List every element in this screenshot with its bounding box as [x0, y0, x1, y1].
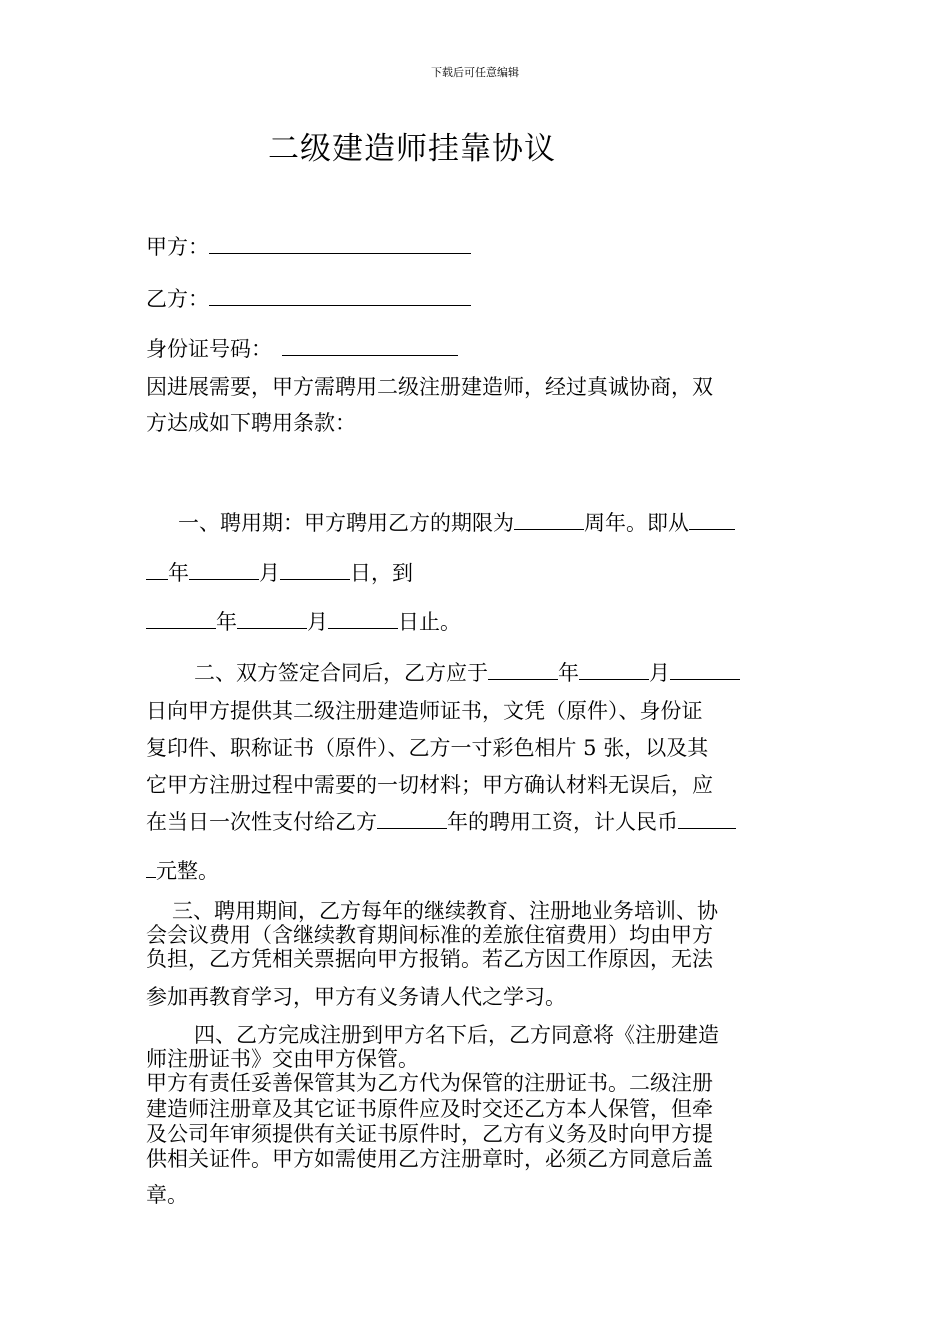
clause1-end-year-blank[interactable]: [146, 610, 216, 629]
clause1-line-2: [146, 558, 413, 588]
party-b-blank[interactable]: [209, 287, 471, 306]
clause4-line-1: 四、乙方完成注册到甲方名下后，乙方同意将《注册建造: [194, 1023, 719, 1047]
clause4-line-6: 供相关证件。甲方如需使用乙方注册章时，必须乙方同意后盖: [146, 1147, 713, 1171]
party-b-label: 乙方：: [146, 287, 209, 311]
clause2-pay-years-blank[interactable]: [377, 810, 447, 829]
clause2-amount-blank-b[interactable]: [146, 859, 156, 878]
clause1-line-1: [178, 508, 735, 538]
clause1-text-b: 周年。即从: [584, 511, 689, 535]
clause2-line-1: [194, 658, 740, 688]
clause4-line-7: 章。: [146, 1183, 188, 1207]
party-a-blank[interactable]: [209, 235, 471, 254]
clause1-start-year-blank-a[interactable]: [689, 511, 735, 530]
party-b-line: [146, 284, 471, 314]
document-title: 二级建造师挂靠协议: [268, 131, 556, 167]
clause4-line-2: 师注册证书》交由甲方保管。: [146, 1047, 419, 1071]
clause2-line-2: 日向甲方提供其二级注册建造师证书，文凭（原件）、身份证: [146, 699, 703, 723]
clause1-end-year-label: 年: [216, 610, 237, 634]
clause2-text-end: 元整。: [156, 859, 219, 883]
clause2-line-5: [146, 807, 736, 837]
clause3-line-4: 参加再教育学习，甲方有义务请人代之学习。: [146, 985, 566, 1009]
clause1-line-3: [146, 607, 461, 637]
clause1-start-month-blank[interactable]: [189, 561, 259, 580]
clause3-line-2: 会会议费用（含继续教育期间标准的差旅住宿费用）均由甲方: [146, 923, 713, 947]
clause4-line-3: 甲方有责任妥善保管其为乙方代为保管的注册证书。二级注册: [146, 1071, 713, 1095]
clause1-end-day-blank[interactable]: [328, 610, 398, 629]
header-note: 下载后可任意编辑: [431, 66, 519, 79]
clause2-year-label: 年: [558, 661, 579, 685]
clause1-text-a: 一、聘用期：甲方聘用乙方的期限为: [178, 511, 514, 535]
clause1-day-label: 日，到: [350, 561, 413, 585]
intro-line-1: 因进展需要，甲方需聘用二级注册建造师，经过真诚协商，双: [146, 375, 713, 399]
clause2-day-blank[interactable]: [670, 661, 740, 680]
intro-line-2: 方达成如下聘用条款：: [146, 411, 356, 435]
clause2-line-3: 复印件、职称证书（原件）、乙方一寸彩色相片 5 张，以及其: [146, 736, 709, 760]
clause2-month-blank[interactable]: [579, 661, 649, 680]
party-a-label: 甲方：: [146, 235, 209, 259]
id-number-label: 身份证号码：: [146, 337, 272, 361]
clause1-month-label: 月: [259, 561, 280, 585]
clause2-amount-blank-a[interactable]: [678, 810, 736, 829]
clause1-end-month-label: 月: [307, 610, 328, 634]
clause1-years-blank[interactable]: [514, 511, 584, 530]
clause3-line-1: 三、聘用期间，乙方每年的继续教育、注册地业务培训、协: [172, 899, 718, 923]
clause1-year-label: 年: [168, 561, 189, 585]
clause1-start-day-blank[interactable]: [280, 561, 350, 580]
party-a-line: [146, 232, 471, 262]
clause4-line-5: 及公司年审须提供有关证书原件时，乙方有义务及时向甲方提: [146, 1122, 713, 1146]
clause2-line-6: [146, 856, 219, 886]
clause1-start-year-blank-b[interactable]: [146, 561, 168, 580]
clause2-year-blank[interactable]: [488, 661, 558, 680]
clause2-text-a: 二、双方签定合同后，乙方应于: [194, 661, 488, 685]
clause2-text-rmb: 年的聘用工资，计人民币: [447, 810, 678, 834]
clause2-text-pay: 在当日一次性支付给乙方: [146, 810, 377, 834]
clause2-month-label: 月: [649, 661, 670, 685]
id-number-line: [146, 334, 458, 364]
clause2-line-4: 它甲方注册过程中需要的一切材料；甲方确认材料无误后，应: [146, 773, 713, 797]
id-number-blank[interactable]: [282, 337, 458, 356]
clause1-end-day-label: 日止。: [398, 610, 461, 634]
clause4-line-4: 建造师注册章及其它证书原件应及时交还乙方本人保管，但牵: [146, 1097, 713, 1121]
clause1-end-month-blank[interactable]: [237, 610, 307, 629]
clause3-line-3: 负担，乙方凭相关票据向甲方报销。若乙方因工作原因，无法: [146, 947, 713, 971]
